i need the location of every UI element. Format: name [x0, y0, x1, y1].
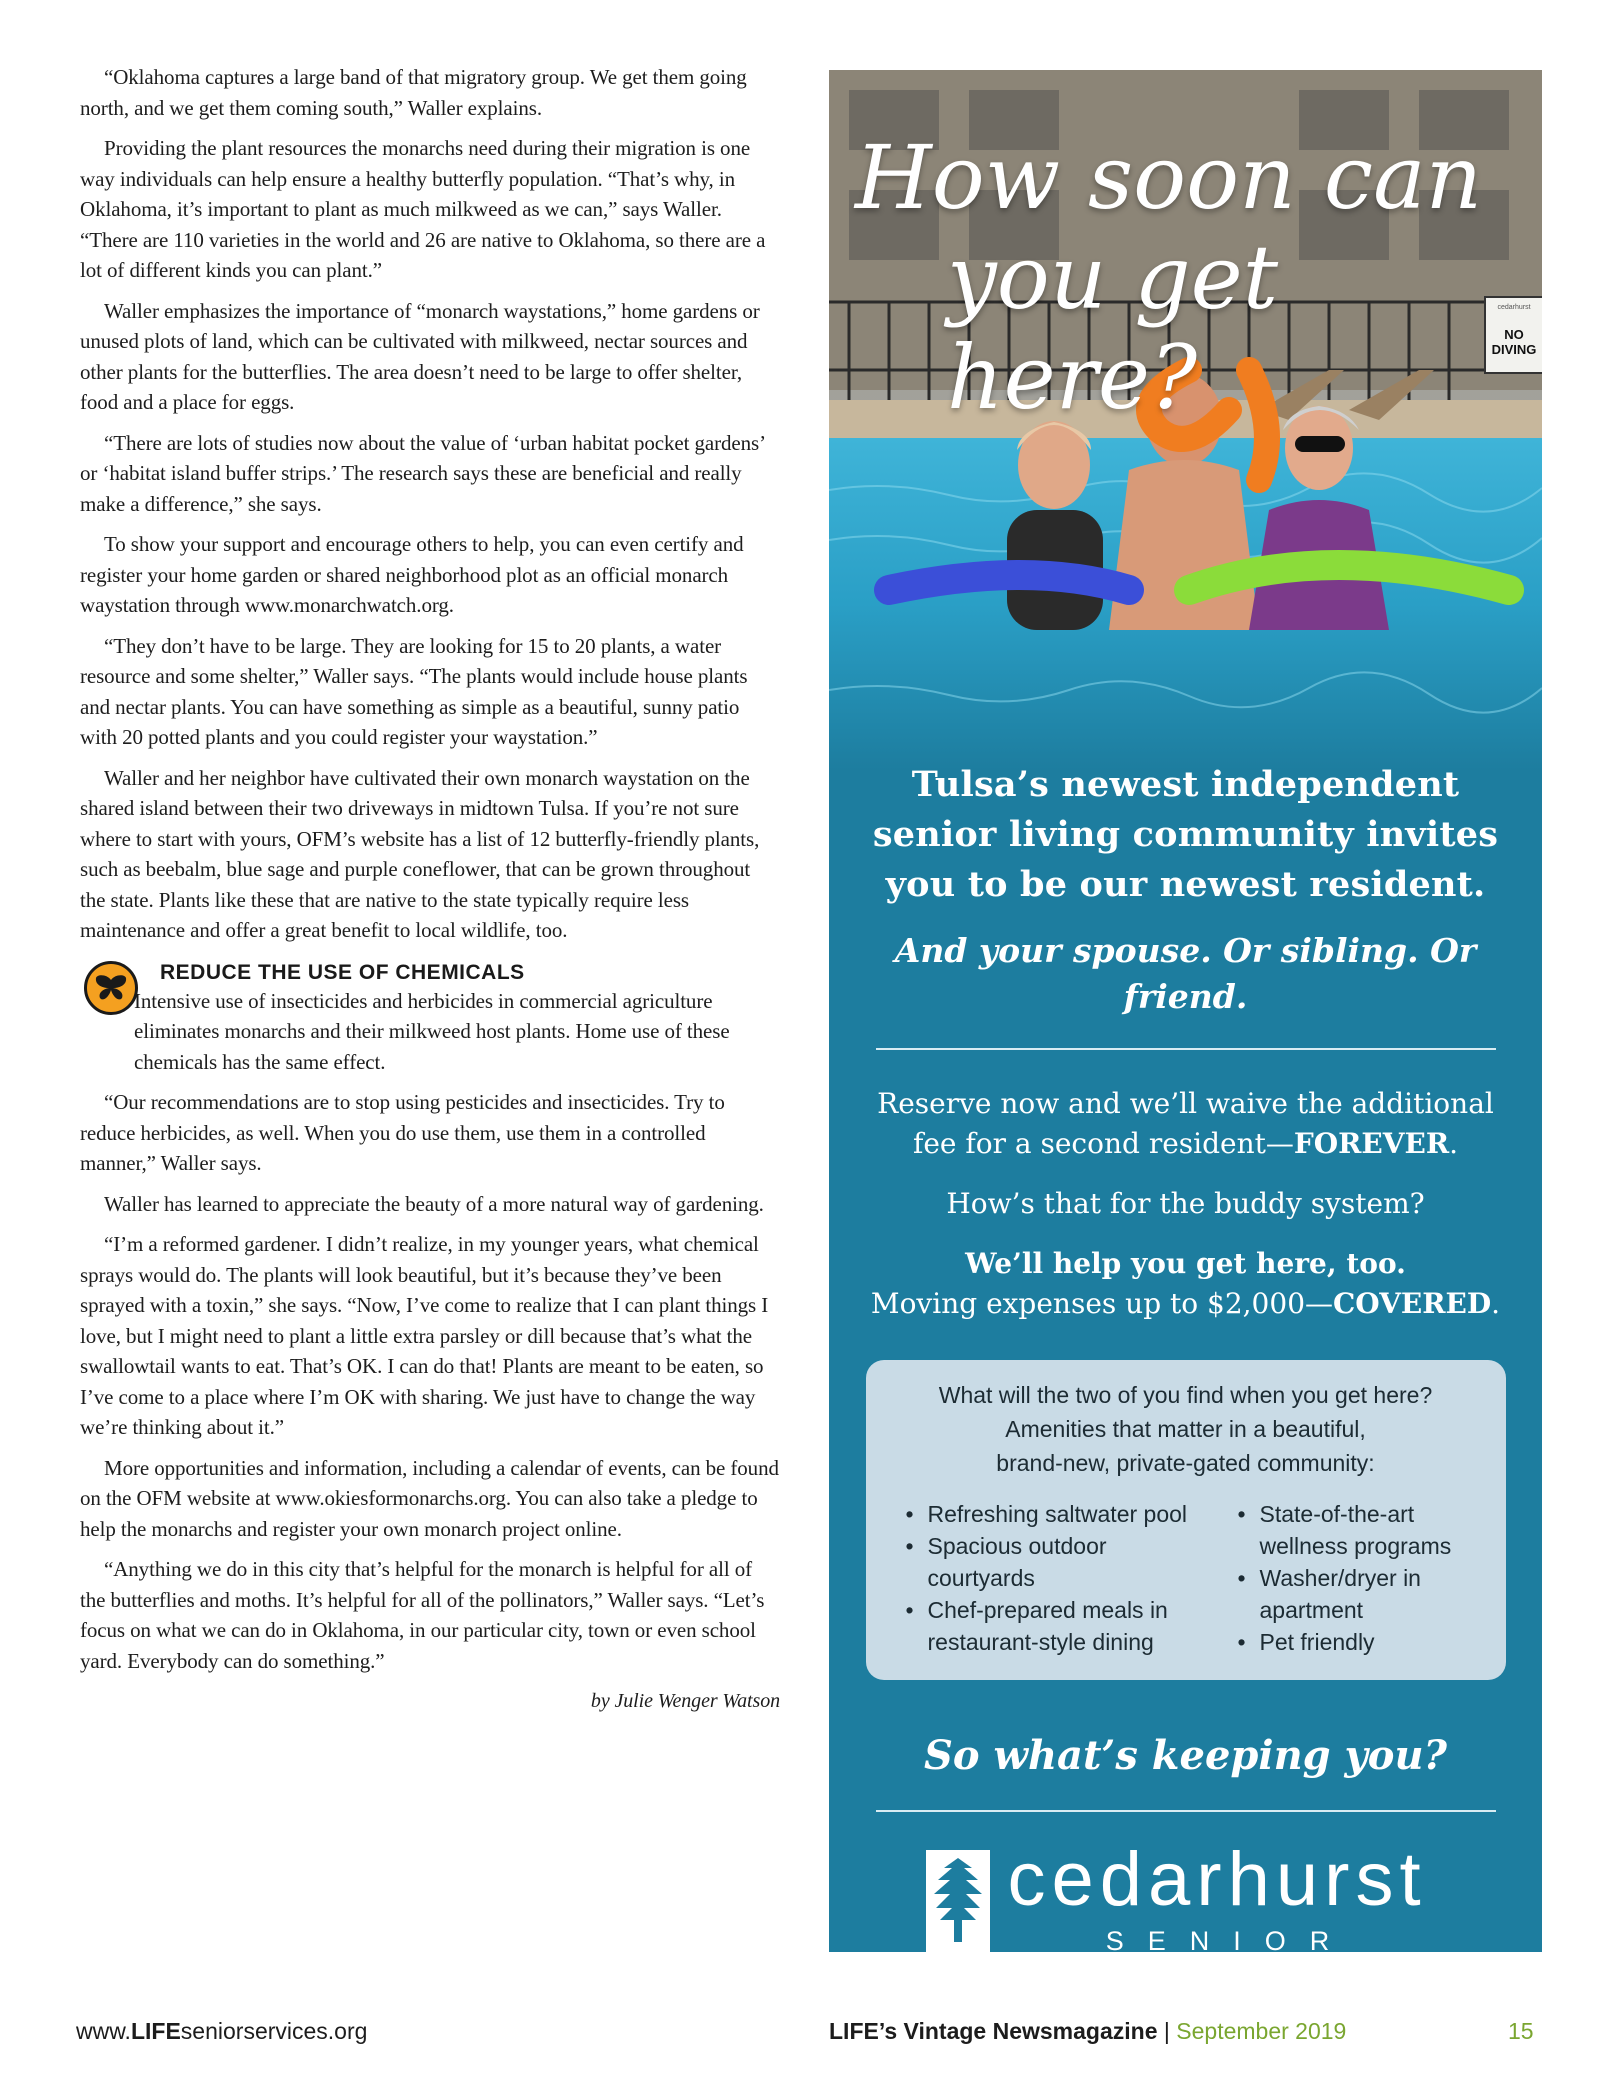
section-heading: [80, 958, 780, 988]
footer-website[interactable]: [76, 2018, 367, 2045]
tagline-line: you to be our newest resident.: [885, 864, 1486, 905]
amenity-item: • Chef-prepared meals in restaurant-style dining: [900, 1594, 1216, 1658]
amenity-item: • Refreshing saltwater pool: [900, 1498, 1216, 1530]
article-paragraph: Providing the plant resources the monarchs need during their migration is one way individuals can help ensure a healthy butterfly population. “That’s why, in Oklahoma, it’s important to plant as much milkweed as we can,” says Waller. “There are 110 varieties in the world and 26 are native to Oklahoma, so there are a lot of different kinds you can plant.”: [80, 136, 766, 282]
closing-question: So what’s keeping you?: [924, 1732, 1447, 1779]
article-paragraph: Waller and her neighbor have cultivated their own monarch waystation on the shared island between their two driveways in midtown Tulsa. If you’re not sure where to start with yours, OFM’s website has a list of 12 butterfly-friendly plants, such as beebalm, blue sage and purple coneflower, that can be grown throughout the state. Plants like these that are native to the state typically require less maintenance and offer a great benefit to local wildlife, too.: [80, 765, 760, 942]
article-paragraph: “Our recommendations are to stop using pesticides and insecticides. Try to reduce herbicides, as well. When you do use them, use them in a controlled manner,” Waller says.: [80, 1090, 725, 1175]
cedar-tree-icon: [926, 1850, 990, 1952]
butterfly-icon: [84, 961, 138, 1015]
headline-line-2: you get here?: [947, 226, 1279, 429]
help-line: Moving expenses up to $2,000—: [870, 1287, 1334, 1320]
moving-help-text: [829, 1244, 1542, 1324]
amenities-intro-line: Amenities that matter in a beautiful,: [1005, 1416, 1366, 1442]
amenities-intro-line: What will the two of you find when you get here?: [938, 1382, 1433, 1408]
article-paragraph: “There are lots of studies now about the value of ‘urban habitat pocket gardens’ or ‘habitat island buffer strips.’ The research says these are beneficial and really make a difference,” she says.: [80, 430, 765, 516]
amenity-item: • State-of-the-art wellness programs: [1232, 1498, 1472, 1562]
cedarhurst-logo: [926, 1837, 1446, 1952]
sign-text-no: NO: [1504, 327, 1524, 342]
amenity-item: • Spacious outdoor courtyards: [900, 1530, 1216, 1594]
article-paragraph: Intensive use of insecticides and herbicides in commercial agriculture eliminates monarchs and their milkweed host plants. Home use of these chemicals has the same effect.: [134, 988, 730, 1074]
divider: [876, 1048, 1496, 1050]
article-paragraph: Waller has learned to appreciate the beauty of a more natural way of gardening.: [104, 1191, 764, 1216]
issue-date: September 2019: [1176, 2018, 1347, 2044]
offer-line: fee for a second resident—: [912, 1127, 1294, 1160]
page-number: 15: [1508, 2018, 1534, 2044]
tagline-line: Tulsa’s newest independent: [911, 764, 1460, 805]
ad-copy: [829, 760, 1542, 1952]
offer-line: Reserve now and we’ll waive the additional: [877, 1087, 1494, 1120]
article-paragraph: More opportunities and information, including a calendar of events, can be found on the OFM website at www.okiesformonarchs.org. You can also take a pledge to help the monarchs and register your own monarch project online.: [80, 1455, 779, 1541]
footer-publication: [829, 2018, 1346, 2045]
amenities-box: [866, 1360, 1506, 1680]
publication-name: LIFE’s Vintage Newsmagazine: [829, 2018, 1158, 2044]
ad-tagline: [829, 760, 1542, 910]
article-paragraph: Waller emphasizes the importance of “monarch waystations,” home gardens or unused plots of land, which can be cultivated with milkweed, nectar sources and other plants for the butterflies. The area doesn’t need to be large to offer shelter, food and a place for eggs.: [80, 298, 760, 414]
amenities-column-right: [1232, 1498, 1472, 1658]
amenities-intro: [884, 1378, 1488, 1480]
footer-separator: |: [1157, 2018, 1177, 2044]
offer-text: [829, 1084, 1542, 1164]
footer-site-bold: LIFE: [130, 2018, 181, 2044]
article-paragraph: “Oklahoma captures a large band of that migratory group. We get them going north, and we get them coming south,” Waller explains.: [80, 65, 747, 120]
sign-text-diving: DIVING: [1491, 342, 1537, 357]
amenities-list: [884, 1498, 1488, 1658]
article-paragraph: “Anything we do in this city that’s helpful for the monarch is helpful for all of the butterflies and moths. It’s helpful for all of the pollinators,” Waller says. “Let’s focus on what we can do in Oklahoma, in our particular city, town or even school yard. Everybody can do something.”: [80, 1557, 765, 1673]
no-diving-sign: [1484, 296, 1542, 374]
amenity-item: • Washer/dryer in apartment: [1232, 1562, 1472, 1626]
byline: by Julie Wenger Watson: [590, 1690, 780, 1712]
section-title: REDUCE THE USE OF CHEMICALS: [160, 960, 525, 984]
headline-line-1: How soon can: [855, 126, 1483, 229]
article-paragraph: “They don’t have to be large. They are looking for 15 to 20 plants, a water resource and some shelter,” Waller says. “The plants would include house plants and nectar plants. You can have something as simple as a beautiful, sunny patio with 20 potted plants and you could register your waystation.”: [80, 633, 748, 749]
offer-period: .: [1449, 1127, 1459, 1160]
article-column: [80, 62, 780, 1922]
amenity-item: • Pet friendly: [1232, 1626, 1472, 1658]
tagline-italic: And your spouse. Or sibling. Or friend.: [894, 931, 1477, 1016]
buddy-text: How’s that for the buddy system?: [946, 1187, 1425, 1220]
help-period: .: [1491, 1287, 1501, 1320]
article-paragraph: To show your support and encourage others to help, you can even certify and register your home garden or shared neighborhood plot as an official monarch waystation through www.monarchwatch.org.: [80, 532, 744, 617]
offer-emphasis: FOREVER: [1293, 1127, 1450, 1160]
help-heading: We’ll help you get here, too.: [965, 1247, 1406, 1280]
logo-name: cedarhurst: [1007, 1837, 1427, 1922]
amenities-column-left: [900, 1498, 1216, 1658]
article-paragraph: “I’m a reformed gardener. I didn’t realize, in my younger years, what chemical sprays would do. The plants will look beautiful, but it’s because they’ve been sprayed with a toxin,” she says. “Now, I’ve come to realize that I can plant things I love, but I might need to plant a little extra parsley or dill because that’s what the swallowtail wants to eat. That’s OK. I can do that! Plants are meant to be eaten, so I’ve come to a place where I’m OK with sharing. We just have to change the way we’re thinking about it.”: [80, 1232, 769, 1439]
footer-site-prefix: www.: [76, 2018, 131, 2044]
logo-subtitle: SENIOR: [1105, 1926, 1354, 1952]
help-emphasis: COVERED: [1333, 1287, 1492, 1320]
amenities-intro-line: brand-new, private-gated community:: [996, 1450, 1375, 1476]
footer-site-suffix: seniorservices.org: [180, 2018, 368, 2044]
tagline-line: senior living community invites: [872, 814, 1499, 855]
divider: [876, 1810, 1496, 1812]
ad-headline: [829, 128, 1542, 428]
sign-brand: cedarhurst: [1497, 304, 1531, 311]
cedarhurst-advertisement: [829, 70, 1542, 1952]
